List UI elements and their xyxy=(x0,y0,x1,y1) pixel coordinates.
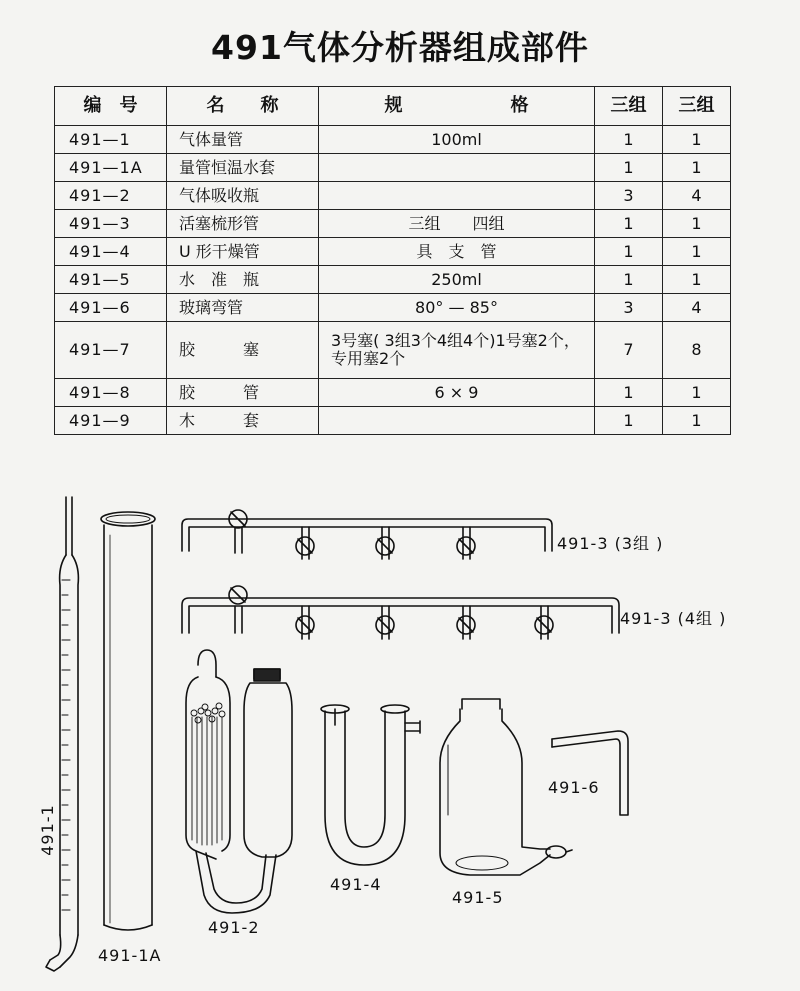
u-tube-drawing xyxy=(321,705,420,865)
table-header-row xyxy=(55,87,731,126)
table-row xyxy=(55,210,731,238)
row-name: 水 准 瓶 xyxy=(167,266,319,294)
table-row xyxy=(55,266,731,294)
apparatus-drawing xyxy=(0,455,800,991)
row-qty-a: 1 xyxy=(595,126,663,154)
label-gas-burette: 491-1 xyxy=(38,804,57,856)
label-u-tube: 491-4 xyxy=(330,875,382,894)
header-spec: 规 格 xyxy=(319,87,595,126)
manifold-3-drawing xyxy=(182,510,552,559)
table-row xyxy=(55,154,731,182)
header-name: 名 称 xyxy=(167,87,319,126)
row-code: 491—5 xyxy=(55,266,167,294)
gas-burette-drawing xyxy=(46,497,78,971)
manifold-4-drawing xyxy=(182,586,619,639)
header-code: 编 号 xyxy=(55,87,167,126)
row-name: 胶 塞 xyxy=(167,322,319,379)
table-row xyxy=(55,182,731,210)
label-manifold-3: 491-3 (3组 ) xyxy=(557,534,664,553)
row-spec: 具 支 管 xyxy=(319,238,595,266)
row-spec xyxy=(319,182,595,210)
row-qty-b: 4 xyxy=(663,182,731,210)
parts-table xyxy=(54,86,731,435)
row-qty-a: 1 xyxy=(595,407,663,435)
row-qty-a: 1 xyxy=(595,154,663,182)
row-code: 491—1 xyxy=(55,126,167,154)
row-qty-b: 1 xyxy=(663,210,731,238)
row-qty-b: 1 xyxy=(663,379,731,407)
row-code: 491—1A xyxy=(55,154,167,182)
row-spec: 3号塞( 3组3个4组4个)1号塞2个，专用塞2个 xyxy=(319,322,595,379)
row-qty-a: 1 xyxy=(595,238,663,266)
row-qty-a: 3 xyxy=(595,294,663,322)
row-qty-a: 3 xyxy=(595,182,663,210)
row-qty-b: 1 xyxy=(663,126,731,154)
table-row xyxy=(55,238,731,266)
row-code: 491—3 xyxy=(55,210,167,238)
page-title: 491气体分析器组成部件 xyxy=(211,28,589,67)
row-qty-a: 7 xyxy=(595,322,663,379)
row-qty-b: 4 xyxy=(663,294,731,322)
header-qty-b: 三组 xyxy=(663,87,731,126)
row-qty-b: 8 xyxy=(663,322,731,379)
row-qty-a: 1 xyxy=(595,379,663,407)
label-bent-tube: 491-6 xyxy=(548,778,600,797)
row-name: 活塞梳形管 xyxy=(167,210,319,238)
row-spec: 三组 四组 xyxy=(319,210,595,238)
label-absorption-bottle: 491-2 xyxy=(208,918,260,937)
table-row xyxy=(55,126,731,154)
row-name: 量管恒温水套 xyxy=(167,154,319,182)
row-qty-b: 1 xyxy=(663,266,731,294)
row-spec: 80° — 85° xyxy=(319,294,595,322)
row-qty-b: 1 xyxy=(663,238,731,266)
row-name: 玻璃弯管 xyxy=(167,294,319,322)
row-qty-a: 1 xyxy=(595,210,663,238)
absorption-bottle-drawing xyxy=(186,650,292,913)
label-water-jacket: 491-1A xyxy=(98,946,162,965)
row-code: 491—7 xyxy=(55,322,167,379)
table-row xyxy=(55,379,731,407)
table-row xyxy=(55,294,731,322)
row-name: 木 套 xyxy=(167,407,319,435)
bent-tube-drawing xyxy=(552,731,628,815)
label-leveling-bottle: 491-5 xyxy=(452,888,504,907)
table-row xyxy=(55,407,731,435)
row-qty-b: 1 xyxy=(663,154,731,182)
row-name: 气体吸收瓶 xyxy=(167,182,319,210)
row-code: 491—8 xyxy=(55,379,167,407)
row-name: U 形干燥管 xyxy=(167,238,319,266)
row-code: 491—2 xyxy=(55,182,167,210)
table-row xyxy=(55,322,731,379)
row-code: 491—4 xyxy=(55,238,167,266)
row-name: 气体量管 xyxy=(167,126,319,154)
header-qty-a: 三组 xyxy=(595,87,663,126)
row-spec xyxy=(319,407,595,435)
row-qty-a: 1 xyxy=(595,266,663,294)
row-code: 491—6 xyxy=(55,294,167,322)
row-qty-b: 1 xyxy=(663,407,731,435)
label-manifold-4: 491-3 (4组 ) xyxy=(620,609,727,628)
row-spec: 250ml xyxy=(319,266,595,294)
row-spec: 100ml xyxy=(319,126,595,154)
row-name: 胶 管 xyxy=(167,379,319,407)
row-spec xyxy=(319,154,595,182)
row-spec: 6 × 9 xyxy=(319,379,595,407)
row-code: 491—9 xyxy=(55,407,167,435)
water-jacket-drawing xyxy=(101,512,155,930)
